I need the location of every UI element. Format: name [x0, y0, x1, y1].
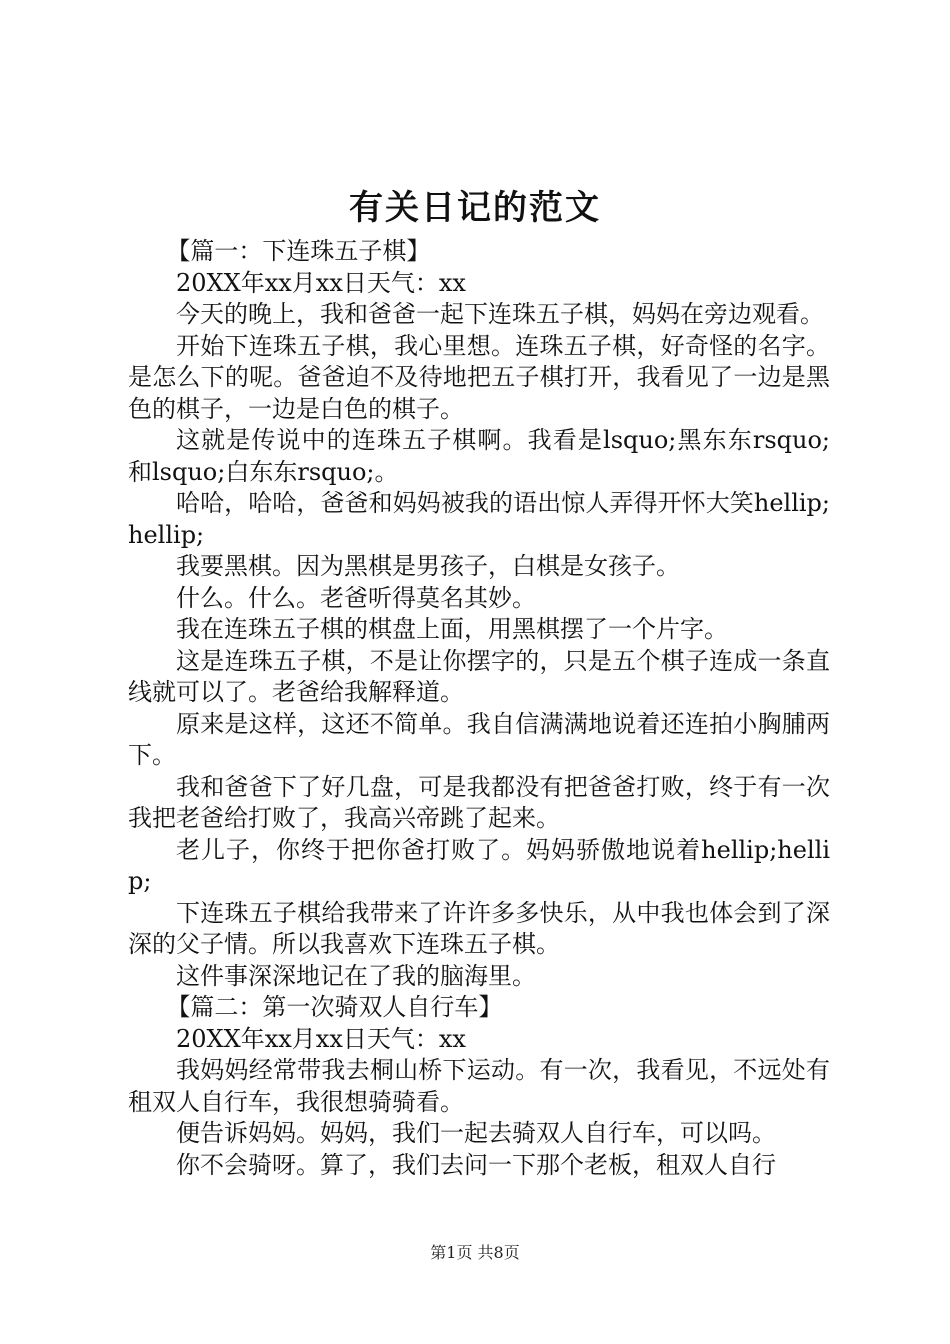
document-title: 有关日记的范文 — [349, 188, 601, 228]
paragraph: 我妈妈经常带我去桐山桥下运动。有一次，我看见，不远处有租双人自行车，我很想骑骑看。 — [128, 1056, 830, 1116]
section-heading: 【篇一：下连珠五子棋】 — [166, 237, 431, 265]
paragraph: 老儿子，你终于把你爸打败了。妈妈骄傲地说着hellip;hellip; — [128, 835, 830, 895]
document-body — [128, 236, 830, 1181]
paragraph: 今天的晚上，我和爸爸一起下连珠五子棋，妈妈在旁边观看。 — [176, 300, 824, 328]
paragraph: 什么。什么。老爸听得莫名其妙。 — [176, 583, 536, 612]
paragraph: 这就是传说中的连珠五子棋啊。我看是lsquo;黑东东rsquo;和lsquo;白东东rsquo;。 — [128, 426, 830, 486]
paragraph: 我要黑棋。因为黑棋是男孩子，白棋是女孩子。 — [176, 552, 680, 580]
paragraph: 这是连珠五子棋，不是让你摆字的，只是五个棋子连成一条直线就可以了。老爸给我解释道。 — [128, 646, 830, 706]
paragraph: 开始下连珠五子棋，我心里想。连珠五子棋，好奇怪的名字。是怎么下的呢。爸爸迫不及待地把五子棋打开，我看见了一边是黑色的棋子，一边是白色的棋子。 — [128, 331, 830, 423]
paragraph: 原来是这样，这还不简单。我自信满满地说着还连拍小胸脯两下。 — [128, 709, 830, 769]
paragraph: 这件事深深地记在了我的脑海里。 — [176, 961, 536, 990]
paragraph: 20XX年xx月xx日天气：xx — [176, 268, 466, 297]
paragraph: 你不会骑呀。算了，我们去问一下那个老板，租双人自行 — [176, 1150, 776, 1179]
paragraph: 哈哈，哈哈，爸爸和妈妈被我的语出惊人弄得开怀大笑hellip;hellip; — [128, 489, 830, 549]
paragraph: 我和爸爸下了好几盘，可是我都没有把爸爸打败，终于有一次我把老爸给打败了，我高兴帝跳了起来。 — [128, 772, 830, 832]
paragraph: 我在连珠五子棋的棋盘上面，用黑棋摆了一个片字。 — [176, 615, 728, 643]
page-footer: 第1页 共8页 — [430, 1243, 520, 1262]
section-heading: 【篇二：第一次骑双人自行车】 — [166, 993, 503, 1021]
paragraph: 20XX年xx月xx日天气：xx — [176, 1024, 466, 1053]
paragraph: 下连珠五子棋给我带来了许许多多快乐，从中我也体会到了深深的父子情。所以我喜欢下连珠五子棋。 — [128, 898, 830, 958]
paragraph: 便告诉妈妈。妈妈，我们一起去骑双人自行车，可以吗。 — [176, 1119, 776, 1147]
